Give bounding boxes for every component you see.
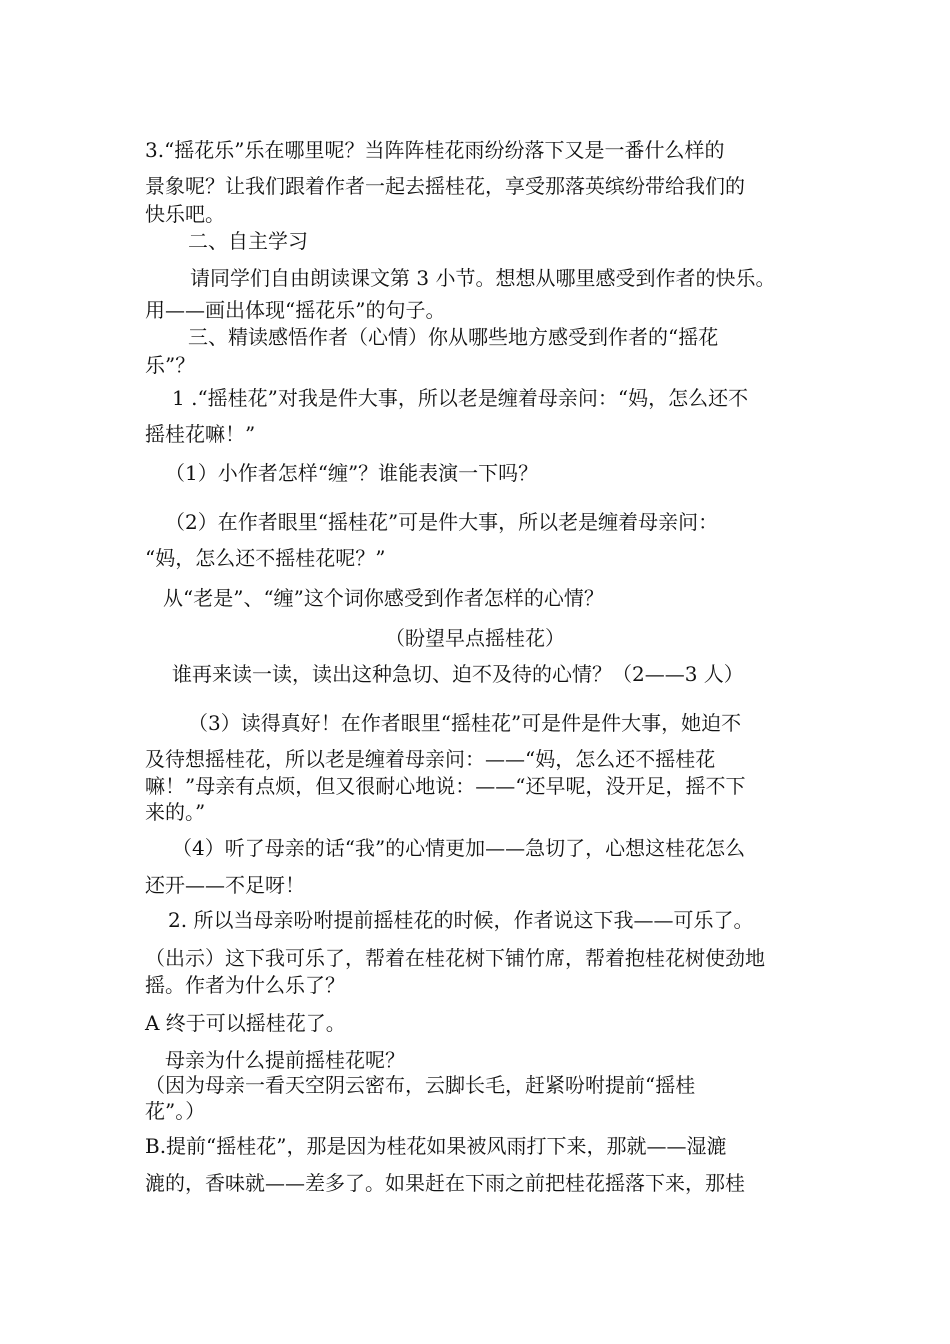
text-line: 母亲为什么提前摇桂花呢？: [165, 1048, 405, 1072]
text-line: 请同学们自由朗读课文第 3 小节。想想从哪里感受到作者的快乐。: [190, 266, 776, 290]
text-line: B.提前“摇桂花”，那是因为桂花如果被风雨打下来，那就——湿漉: [145, 1134, 727, 1158]
text-line: 摇桂花嘛！”: [145, 422, 256, 446]
text-line: （盼望早点摇桂花）: [385, 626, 565, 650]
text-line: 用——画出体现“摇花乐”的句子。: [145, 298, 446, 322]
text-line: 3.“摇花乐”乐在哪里呢？当阵阵桂花雨纷纷落下又是一番什么样的: [145, 138, 725, 162]
text-line: （出示）这下我可乐了，帮着在桂花树下铺竹席，帮着抱桂花树使劲地: [145, 946, 765, 970]
text-line: 2. 所以当母亲吩咐提前摇桂花的时候，作者说这下我——可乐了。: [168, 908, 754, 932]
text-line: 谁再来读一读，读出这种急切、迫不及待的心情？（2——3 人）: [172, 662, 744, 686]
text-line: 1 .“摇桂花”对我是件大事，所以老是缠着母亲问：“妈，怎么还不: [172, 386, 749, 410]
text-line: 花”。）: [145, 1099, 206, 1123]
text-line: （4）听了母亲的话“我”的心情更加——急切了，心想这桂花怎么: [172, 836, 746, 860]
text-line: A 终于可以摇桂花了。: [145, 1011, 346, 1035]
text-line: 漉的，香味就——差多了。如果赶在下雨之前把桂花摇落下来，那桂: [145, 1171, 745, 1195]
text-line: “妈，怎么还不摇桂花呢？”: [145, 546, 386, 570]
text-line: 还开——不足呀！: [145, 873, 305, 897]
text-line: 景象呢？让我们跟着作者一起去摇桂花，享受那落英缤纷带给我们的: [145, 174, 745, 198]
text-line: 及待想摇桂花，所以老是缠着母亲问：——“妈，怎么还不摇桂花: [145, 747, 716, 771]
text-line: （2）在作者眼里“摇桂花”可是件大事，所以老是缠着母亲问：: [165, 510, 719, 534]
text-line: 来的。”: [145, 800, 206, 824]
text-line: 快乐吧。: [145, 202, 225, 226]
text-line: （因为母亲一看天空阴云密布，云脚长毛，赶紧吩咐提前“摇桂: [145, 1073, 696, 1097]
text-line: 从“老是”、“缠”这个词你感受到作者怎样的心情？: [163, 586, 604, 610]
section-heading: 三、精读感悟作者（心情）你从哪些地方感受到作者的“摇花: [188, 325, 719, 349]
text-line: 摇。作者为什么乐了？: [145, 973, 345, 997]
text-line: 乐”？: [145, 353, 196, 377]
text-line: 嘛！”母亲有点烦，但又很耐心地说：——“还早呢，没开足，摇不下: [145, 774, 746, 798]
section-heading: 二、自主学习: [188, 229, 308, 253]
text-line: （3）读得真好！在作者眼里“摇桂花”可是件是件大事，她迫不: [188, 711, 742, 735]
text-line: （1）小作者怎样“缠”？谁能表演一下吗？: [165, 461, 539, 485]
